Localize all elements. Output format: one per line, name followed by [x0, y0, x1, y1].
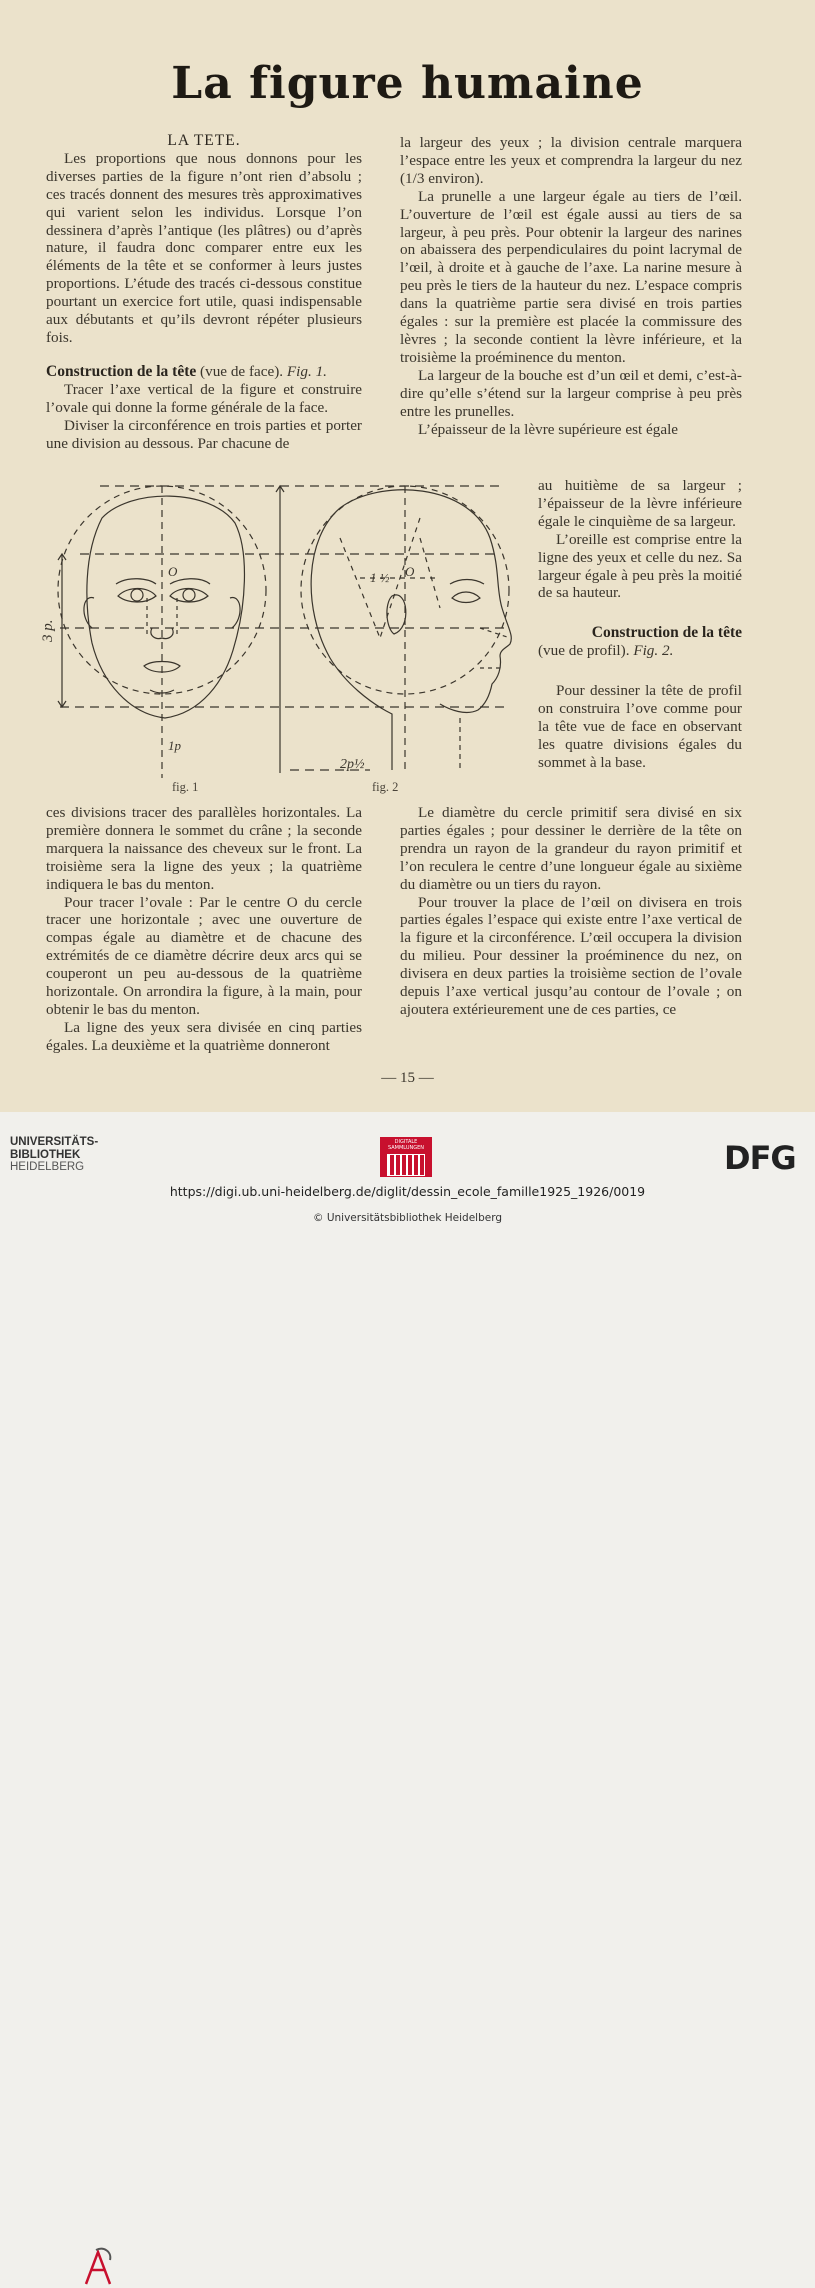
paragraph: Pour tracer l’ovale : Par le centre O du cercle tracer une horizontale ; avec une ouverture de compas égale au diamètre et de chacune des extrémités de ce diamètre décrire deux arcs qui se couperont un peu au-dessous de la quatrième horizontale. On arrondira la figure, à la main, pour obtenir le bas du menton.	[46, 893, 362, 1018]
head-construction-figure	[40, 478, 530, 783]
page-number: — 15 —	[381, 1070, 434, 1086]
section-heading-face	[46, 363, 362, 381]
badge-pattern-icon	[387, 1154, 425, 1176]
right-column-narrow	[538, 477, 742, 772]
section-heading-profile	[538, 624, 742, 642]
library-name	[10, 1136, 98, 1174]
paragraph: Diviser la circonférence en trois parties et porter une division au dessous. Par chacune de	[46, 416, 362, 452]
section-heading-bold: Construction de la tête	[46, 362, 197, 380]
left-column-top	[46, 132, 362, 452]
left-column-bottom	[46, 804, 362, 1055]
paragraph: Pour dessiner la tête de profil on construira l’ove comme pour la tête vue de face en observant les quatre divisions égales du sommet à la base.	[538, 682, 742, 771]
horizontal-guides	[60, 486, 510, 770]
label-1p: 1p	[168, 738, 181, 753]
paragraph: au huitième de sa largeur ; l’épaisseur de la lèvre inférieure égale le cinquième de sa largeur.	[538, 477, 742, 530]
library-line: BIBLIOTHEK	[10, 1148, 81, 1161]
fig-reference: Fig. 1.	[286, 362, 327, 380]
caption-fig-2: fig. 2	[372, 780, 399, 794]
scanned-page	[0, 0, 815, 1112]
paragraph: La prunelle a une largeur égale au tiers de l’œil. L’ouverture de l’œil est égale aussi au tiers de sa largeur, à peu près. Pour obtenir la largeur des narines on abaissera des perpendiculaires du point lacrymal de l’œil, à droite et à gauche de l’axe. La narine mesure à peu près le tiers de la hauteur du nez. L’espace compris dans la quatrième partie sera divisé en trois parties égales : sur la première est placée la commissure des lèvres ; la seconde contient la lèvre inférieure, et la troisième la proéminence du menton.	[400, 187, 742, 366]
section-heading-rest: (vue de profil).	[538, 642, 634, 660]
library-line: HEIDELBERG	[10, 1161, 85, 1173]
library-logo-icon	[82, 2246, 114, 2288]
paragraph: Pour trouver la place de l’œil on divisera en trois parties égales l’espace qui existe entre l’axe vertical de la figure et la circonférence. L’œil occupera la division du milieu. Pour dessiner la proéminence du nez, on divisera en deux parties la troisième section de l’ovale depuis l’axe vertical jusqu’au contour de l’ovale ; on ajoutera extérieurement une de ces parties, ce	[400, 893, 742, 1018]
copyright: © Universitätsbibliothek Heidelberg	[312, 1212, 502, 1224]
label-3p: 3 p.	[40, 619, 56, 642]
label-center-o-profile: O	[405, 564, 415, 579]
heading-la-tete: LA TETE.	[167, 132, 241, 149]
paragraph: L’oreille est comprise entre la ligne des yeux et celle du nez. Sa largeur égale à peu près la moitié de sa hauteur.	[538, 530, 742, 602]
paragraph: Tracer l’axe vertical de la figure et construire l’ovale qui donne la forme générale de la face.	[46, 380, 362, 416]
paragraph: Les proportions que nous donnons pour les diverses parties de la figure n’ont rien d’absolu ; ces tracés donnent des mesures très approximatives qui varient selon les individus. Lorsque l’on dessinera d’après l’antique (les plâtres) ou d’après nature, il faudra donc comparer entre eux les éléments de la tête et se conformer à leurs justes proportions. L’étude des tracés ci-dessous constitue pourtant un exercice fort utile, quasi indispensable aux débutants et qu’ils devront répéter plusieurs fois.	[46, 149, 362, 346]
label-center-o-front: O	[168, 564, 178, 579]
right-column-top	[400, 134, 742, 438]
section-heading-rest: (vue de face).	[196, 362, 287, 380]
badge-text: DIGITALE SAMMLUNGEN	[387, 1139, 425, 1151]
label-2p-half: 2p½	[340, 757, 365, 772]
label-fraction: 1 ½	[370, 570, 390, 585]
profile-view-head	[276, 486, 511, 773]
paragraph: La largeur de la bouche est d’un œil et demi, c’est-à-dire qu’elle s’étend sur la largeur comprise à peu près entre les prunelles.	[400, 366, 742, 420]
front-view-head	[58, 486, 266, 778]
dfg-logo: DFG	[724, 1139, 796, 1177]
paragraph: L’épaisseur de la lèvre supérieure est égale	[418, 420, 679, 438]
paragraph: La ligne des yeux sera divisée en cinq parties égales. La deuxième et la quatrième donneront	[46, 1018, 362, 1054]
section-heading-profile-sub	[538, 642, 742, 660]
digital-collections-badge[interactable]	[380, 1137, 432, 1177]
fig-reference: Fig. 2.	[633, 642, 674, 660]
library-line: UNIVERSITÄTS-	[10, 1136, 99, 1148]
caption-fig-1: fig. 1	[172, 780, 199, 794]
paragraph: Le diamètre du cercle primitif sera divisé en six parties égales ; pour dessiner le derrière de la tête on prendra un rayon de la grandeur du rayon primitif et l’on reculera le centre d’une longueur égale au sixième du diamètre ou un tiers du rayon.	[400, 804, 742, 893]
right-column-bottom	[400, 804, 742, 1019]
section-heading-bold: Construction de la tête	[591, 624, 742, 642]
paragraph: la largeur des yeux ; la division centrale marquera l’espace entre les yeux et comprendra la largeur du nez (1/3 environ).	[400, 134, 742, 187]
page-title: La figure humaine	[171, 58, 644, 109]
page-url[interactable]: https://digi.ub.uni-heidelberg.de/diglit/dessin_ecole_famille1925_1926/0019	[169, 1184, 646, 1199]
paragraph: ces divisions tracer des parallèles horizontales. La première donnera le sommet du crâne ; la seconde marquera la naissance des cheveux sur le front. La troisième sera la ligne des yeux ; la quatrième indiquera le bas du menton.	[46, 804, 362, 893]
